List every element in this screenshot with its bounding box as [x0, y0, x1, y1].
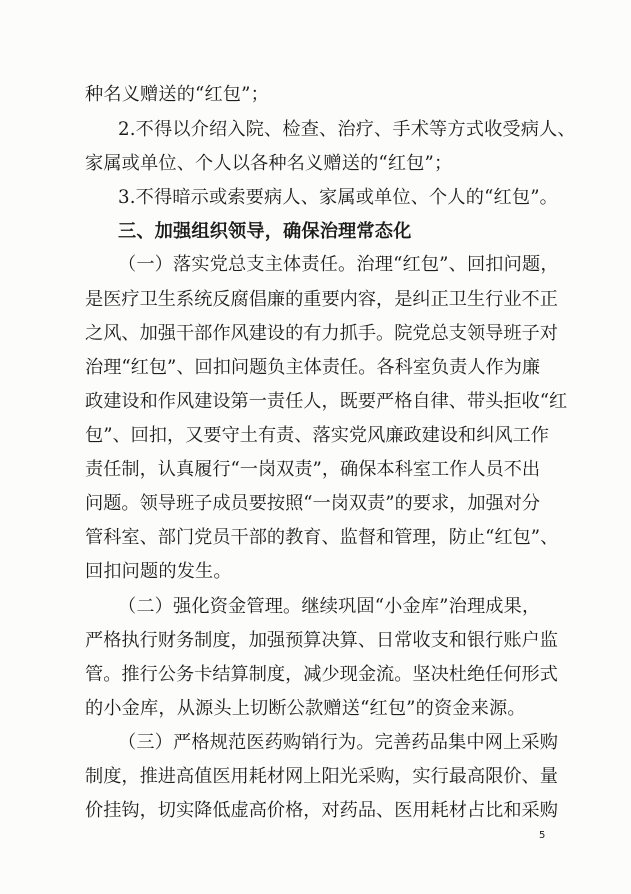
- text-line: 种名义赠送的“红包”；: [85, 84, 269, 105]
- text-line: 管科室、部门党员干部的教育、监督和管理，防止“红包”、: [85, 527, 559, 548]
- text-line: 是医疗卫生系统反腐倡廉的重要内容，是纠正卫生行业不正: [85, 289, 558, 310]
- text-line: 2.不得以介绍入院、检查、治疗、手术等方式收受病人、: [118, 119, 576, 140]
- section-heading: 三、加强组织领导，确保治理常态化: [118, 221, 412, 242]
- text-line: 价挂钩，切实降低虚高价格，对药品、医用耗材占比和采购: [85, 800, 558, 821]
- text-line: 问题。领导班子成员要按照“一岗双责”的要求，加强对分: [85, 493, 541, 514]
- text-line: 责任制，认真履行“一岗双责”，确保本科室工作人员不出: [85, 459, 541, 480]
- text-line: 回扣问题的发生。: [85, 561, 232, 582]
- text-line: 3.不得暗示或索要病人、家属或单位、个人的“红包”。: [118, 187, 558, 208]
- text-line: （一）落实党总支主体责任。治理“红包”、回扣问题，: [118, 254, 559, 275]
- text-line: （三）严格规范医药购销行为。完善药品集中网上采购: [118, 732, 559, 753]
- text-line: 家属或单位、个人以各种名义赠送的“红包”；: [85, 153, 453, 174]
- text-line: 政建设和作风建设第一责任人，既要严格自律、带头拒收“红: [85, 391, 568, 412]
- text-line: 制度，推进高值医用耗材网上阳光采购，实行最高限价、量: [85, 766, 558, 787]
- text-line: 的小金库，从源头上切断公款赠送“红包”的资金来源。: [85, 698, 526, 719]
- text-line: 治理“红包”、回扣问题负主体责任。各科室负责人作为廉: [85, 357, 541, 378]
- text-line: （二）强化资金管理。继续巩固“小金库”治理成果，: [118, 596, 541, 617]
- text-line: 严格执行财务制度，加强预算决算、日常收支和银行账户监: [85, 630, 558, 651]
- text-line: 包”、回扣，又要守土有责、落实党风廉政建设和纠风工作: [85, 425, 549, 446]
- text-line: 之风、加强干部作风建设的有力抓手。院党总支领导班子对: [85, 323, 558, 344]
- page-number: 5: [539, 830, 546, 841]
- text-line: 管。推行公务卡结算制度，减少现金流。坚决杜绝任何形式: [85, 664, 558, 685]
